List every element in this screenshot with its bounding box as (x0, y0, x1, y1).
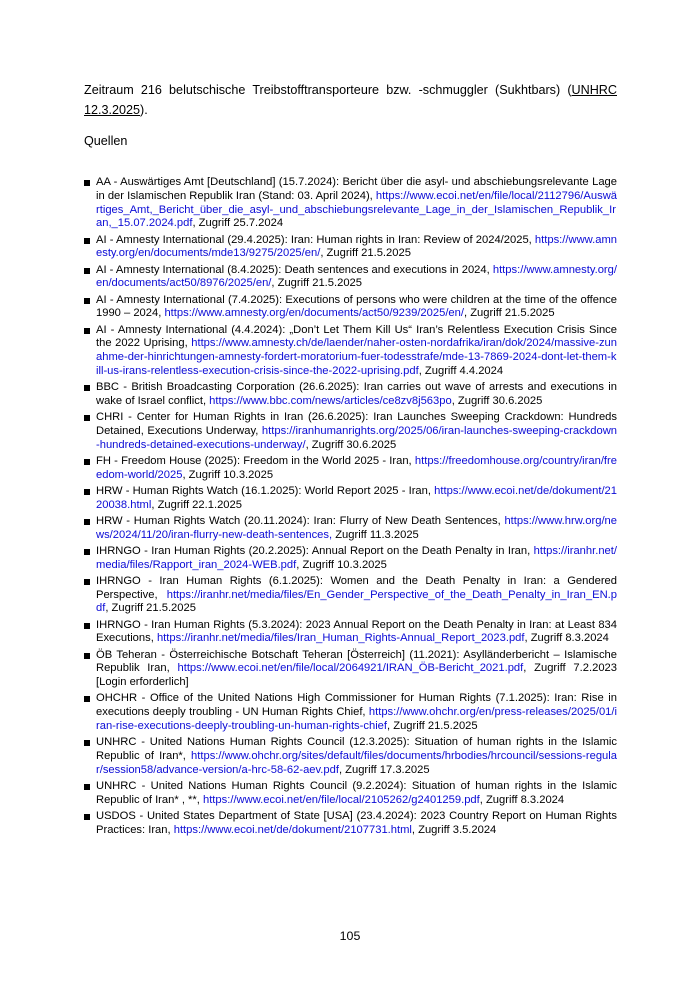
reference-access-date: Zugriff 11.3.2025 (332, 528, 419, 541)
citation-link[interactable]: UNHRC 12.3.2025 (84, 83, 617, 117)
reference-text: AI - Amnesty International (8.4.2025): Death sentences and executions in 2024, (96, 263, 493, 276)
reference-link[interactable]: https://www.amnesty.org/en/documents/act50/8976/2025/en/ (96, 263, 617, 290)
reference-text: BBC - British Broadcasting Corporation (26.6.2025): Iran carries out wave of arrests and executions in wake of Israel conflict, (96, 381, 617, 407)
reference-link[interactable]: https://www.ohchr.org/en/press-releases/2025/01/iran-rise-executions-deeply-troubling-un-human-rights-chief (96, 706, 617, 732)
reference-text: OHCHR - Office of the United Nations High Commissioner for Human Rights (7.1.2025): Iran: Rise in executions deeply troubling - UN Human Rights Chief, (96, 692, 617, 719)
reference-item (96, 381, 617, 409)
reference-link[interactable]: https://iranhr.net/media/files/En_Gender_Perspective_of_the_Death_Penalty_in_Iran_EN.pdf (96, 588, 617, 615)
reference-access-date: , Zugriff 25.7.2024 (192, 217, 284, 230)
bullet-icon (84, 268, 90, 274)
bullet-icon (84, 415, 90, 421)
reference-item (96, 485, 617, 513)
bullet-icon (84, 459, 90, 465)
bullet-icon (84, 653, 90, 659)
bullet-icon (84, 549, 90, 555)
reference-text: AA - Auswärtiges Amt [Deutschland] (15.7.2024): Bericht über die asyl- und abschiebungsrelevante Lage in der Islamischen Republik Iran (Stand: 03. April 2024), (96, 176, 617, 202)
reference-link[interactable]: https://www.amnesty.org/en/documents/act50/9239/2025/en/ (164, 307, 464, 320)
reference-access-date: , Zugriff 10.3.2025 (182, 468, 274, 481)
page-number: 105 (339, 929, 361, 943)
reference-item (96, 264, 617, 292)
reference-text: UNHRC - United Nations Human Rights Council (12.3.2025): Situation of human rights in the Islamic Republic of Iran*, (96, 736, 617, 762)
sources-heading: Quellen (84, 134, 128, 148)
reference-item (96, 736, 617, 777)
bullet-icon (84, 298, 90, 304)
reference-item (96, 455, 617, 483)
reference-link[interactable]: https://iranhr.net/media/files/Iran_Human_Rights-Annual_Report_2023.pdf (156, 632, 525, 645)
reference-item (96, 324, 617, 379)
reference-access-date: , Zugriff 21.5.2025 (387, 719, 478, 732)
reference-link[interactable]: https://www.bbc.com/news/articles/ce8zv8j563po (209, 394, 452, 407)
reference-item (96, 234, 617, 262)
reference-text: FH - Freedom House (2025): Freedom in the World 2025 - Iran, (96, 454, 415, 467)
reference-item (96, 411, 617, 452)
bullet-icon (84, 385, 90, 391)
reference-link[interactable]: https://www.amnesty.ch/de/laender/naher-osten-nordafrika/iran/dok/2024/massive-zunahme-der-hinrichtungen-amnesty-fordert-moratorium-fuer-todesstrafe/mde-13-7869-2024-dont-let-them-kill-us-irans-relentless-execution-crisis-since-the-2022-uprising.pdf (96, 337, 617, 377)
reference-text: HRW - Human Rights Watch (16.1.2025): World Report 2025 - Iran, (96, 484, 435, 497)
reference-text: AI - Amnesty International (4.4.2024): „Don’t Let Them Kill Us“ Iran’s Relentless Execution Crisis Since the 2022 Uprising, (96, 323, 617, 350)
reference-link[interactable]: https://www.ohchr.org/sites/default/files/documents/hrbodies/hrcouncil/sessions-regular/session58/advance-version/a-hrc-58-62-aev.pdf (96, 749, 617, 776)
reference-access-date: , Zugriff 21.5.2025 (271, 277, 363, 290)
reference-text: CHRI - Center for Human Rights in Iran (26.6.2025): Iran Launches Sweeping Crackdown: Hundreds Detained, Executions Underway, (96, 411, 617, 437)
reference-item (96, 649, 617, 690)
reference-item (96, 294, 617, 322)
reference-link[interactable]: https://iranhr.net/media/files/Rapport_iran_2024-WEB.pdf (96, 544, 617, 571)
reference-access-date: , Zugriff 22.1.2025 (151, 498, 242, 511)
reference-text: AI - Amnesty International (29.4.2025): Iran: Human rights in Iran: Review of 2024/2025, (96, 233, 535, 246)
reference-link[interactable]: https://www.ecoi.net/en/file/local/2105262/g2401259.pdf (202, 793, 480, 806)
reference-item (96, 515, 617, 543)
reference-link[interactable]: https://www.hrw.org/news/2024/11/20/iran-flurry-new-death-sentences, (96, 514, 617, 541)
bullet-icon (84, 623, 90, 629)
bullet-icon (84, 238, 90, 244)
reference-item (96, 810, 617, 838)
reference-access-date: , Zugriff 4.4.2024 (418, 364, 504, 377)
reference-item (96, 692, 617, 733)
bullet-icon (84, 489, 90, 495)
reference-link[interactable]: https://www.ecoi.net/en/file/local/2064921/IRAN_ÖB-Bericht_2021.pdf (177, 662, 524, 675)
reference-access-date: , Zugriff 30.6.2025 (305, 438, 397, 451)
reference-list (84, 176, 617, 838)
reference-access-date: , Zugriff 21.5.2025 (105, 602, 196, 615)
reference-link[interactable]: https://iranhumanrights.org/2025/06/iran-launches-sweeping-crackdown-hundreds-detained-executions-underway/ (96, 424, 617, 451)
reference-item (96, 545, 617, 573)
reference-link[interactable]: https://www.ecoi.net/de/dokument/2120038.html (96, 484, 617, 511)
reference-text: IHRNGO - Iran Human Rights (6.1.2025): Women and the Death Penalty in Iran: a Gendered Perspective, (96, 574, 617, 601)
reference-link[interactable]: https://www.ecoi.net/de/dokument/2107731.html (173, 823, 412, 836)
intro-after: ). (140, 103, 148, 117)
reference-item (96, 176, 617, 231)
reference-access-date: , Zugriff 10.3.2025 (296, 558, 387, 571)
reference-item (96, 780, 617, 808)
reference-text: HRW - Human Rights Watch (20.11.2024): Iran: Flurry of New Death Sentences, (96, 514, 505, 527)
reference-text: IHRNGO - Iran Human Rights (5.3.2024): 2023 Annual Report on the Death Penalty in Iran: at Least 834 Executions, (96, 618, 617, 645)
bullet-icon (84, 814, 90, 820)
intro-paragraph (84, 80, 617, 120)
reference-access-date: , Zugriff 7.2.2023 [Login erforderlich] (96, 662, 617, 689)
bullet-icon (84, 180, 90, 186)
reference-access-date: , Zugriff 21.5.2025 (464, 307, 555, 320)
reference-item (96, 619, 617, 647)
intro-text: Zeitraum 216 belutschische Treibstofftransporteure bzw. -schmuggler (Sukhtbars) ( (84, 83, 572, 97)
reference-link[interactable]: https://www.ecoi.net/en/file/local/2112796/Auswärtiges_Amt,_Bericht_über_die_asyl-_und_abschiebungsrelevante_Lage_in_der_Islamischen_Republik_Iran,_15.07.2024.pdf (96, 189, 617, 230)
bullet-icon (84, 579, 90, 585)
reference-link[interactable]: https://www.amnesty.org/en/documents/mde13/9275/2025/en/ (96, 233, 617, 260)
reference-text: ÖB Teheran - Österreichische Botschaft Teheran [Österreich] (11.2021): Asylländerbericht – Islamische Republik Iran, (96, 648, 617, 675)
reference-access-date: , Zugriff 3.5.2024 (411, 823, 497, 836)
reference-text: USDOS - United States Department of State [USA] (23.4.2024): 2023 Country Report on Human Rights Practices: Iran, (96, 809, 617, 836)
page-content (84, 80, 617, 840)
reference-text: UNHRC - United Nations Human Rights Council (9.2.2024): Situation of human rights in the Islamic Republic of Iran* , **, (96, 779, 617, 806)
reference-access-date: , Zugriff 8.3.2024 (479, 793, 565, 806)
bullet-icon (84, 328, 90, 334)
reference-text: AI - Amnesty International (7.4.2025): Executions of persons who were children at the time of the offence 1990 – 2024, (96, 293, 617, 320)
bullet-icon (84, 519, 90, 525)
reference-access-date: , Zugriff 30.6.2025 (451, 394, 543, 407)
reference-item (96, 575, 617, 616)
bullet-icon (84, 740, 90, 746)
reference-link[interactable]: https://freedomhouse.org/country/iran/freedom-world/2025 (96, 454, 617, 481)
reference-access-date: , Zugriff 17.3.2025 (338, 763, 430, 776)
bullet-icon (84, 784, 90, 790)
reference-access-date: , Zugriff 21.5.2025 (320, 247, 411, 260)
reference-text: IHRNGO - Iran Human Rights (20.2.2025): Annual Report on the Death Penalty in Iran, (96, 544, 534, 557)
reference-access-date: , Zugriff 8.3.2024 (524, 632, 609, 645)
bullet-icon (84, 696, 90, 702)
